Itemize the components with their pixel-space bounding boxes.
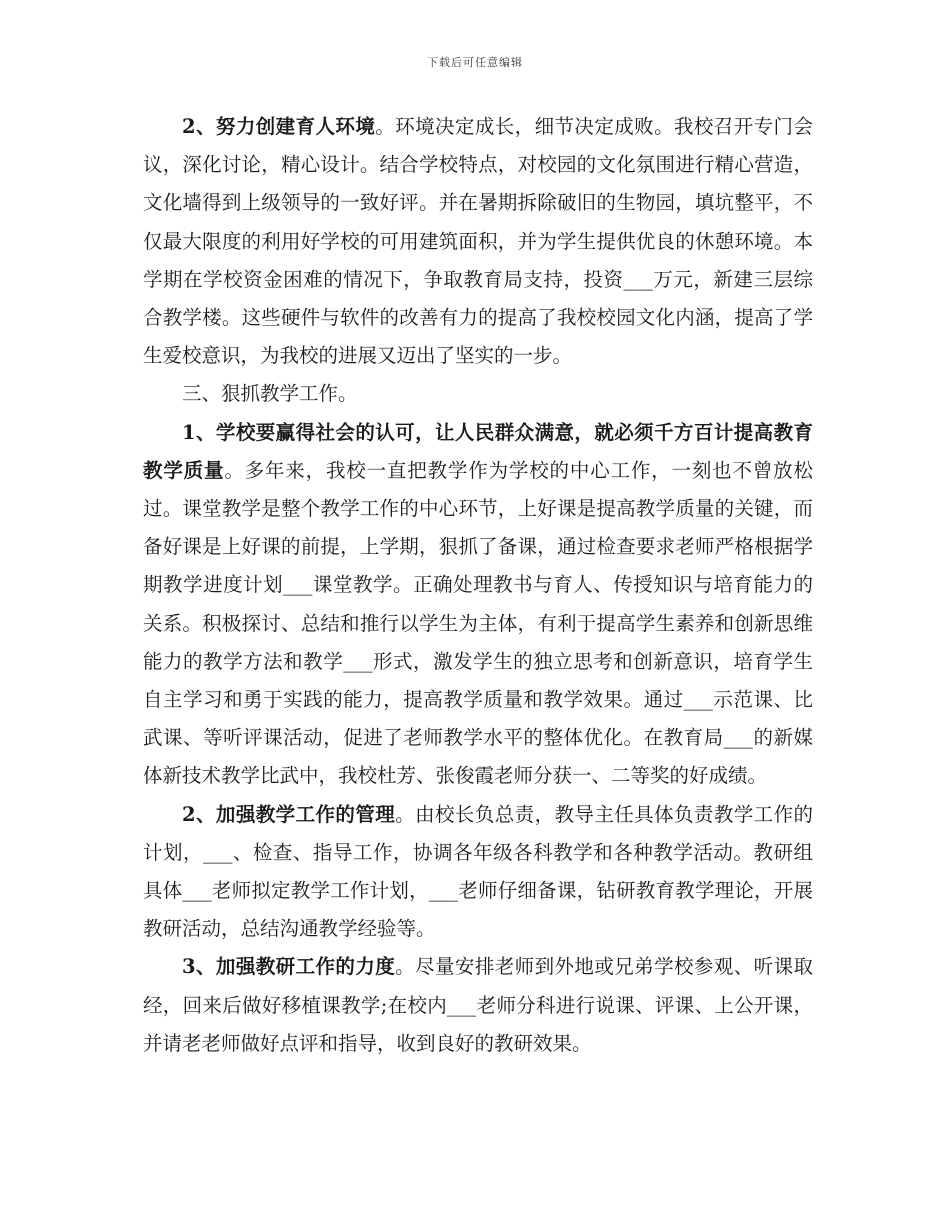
paragraph-environment bbox=[143, 108, 813, 375]
paragraph-text: 。环境决定成长，细节决定成败。我校召开专门会议，深化讨论，精心设计。结合学校特点，对校园的文化氛围进行精心营造，文化墙得到上级领导的一致好评。并在暑期拆除破旧的生物园，填坑整平，不仅最大限度的利用好学校的可用建筑面积，并为学生提供优良的休憩环境。本学期在学校资金困难的情况下，争取教育局支持，投资___万元，新建三层综合教学楼。这些硬件与软件的改善有力的提高了我校校园文化内涵，提高了学生爱校意识，为我校的进展又迈出了坚实的一步。 bbox=[143, 115, 813, 368]
paragraph-heading: 2、努力创建育人环境 bbox=[182, 115, 376, 138]
document-body bbox=[143, 108, 813, 1063]
paragraph-text: 三、狠抓教学工作。 bbox=[182, 382, 358, 406]
paragraph-heading: 1、学校要赢得社会的认可，让人民群众满意，就必须千方百计提高教育教学质量 bbox=[143, 420, 813, 482]
paragraph-teaching-management bbox=[143, 796, 813, 949]
paragraph-text: 。尽量安排老师到外地或兄弟学校参观、听课取经，回来后做好移植课教学;在校内___老师分科进行说课、评课、上公开课，并请老老师做好点评和指导，收到良好的教研效果。 bbox=[143, 955, 813, 1055]
paragraph-text: 。多年来，我校一直把教学作为学校的中心工作，一刻也不曾放松过。课堂教学是整个教学工作的中心环节，上好课是提高教学质量的关键，而备好课是上好课的前提，上学期，狠抓了备课，通过检查要求老师严格根据学期教学进度计划___课堂教学。正确处理教书与育人、传授知识与培育能力的关系。积极探讨、总结和推行以学生为主体，有利于提高学生素养和创新思维能力的教学方法和教学___形式，激发学生的独立思考和创新意识，培育学生自主学习和勇于实践的能力，提高教学质量和教学效果。通过___示范课、比武课、等听评课活动，促进了老师教学水平的整体优化。在教育局___的新媒体新技术教学比武中，我校杜芳、张俊霞老师分获一、二等奖的好成绩。 bbox=[143, 458, 813, 788]
paragraph-heading: 3、加强教研工作的力度 bbox=[182, 955, 396, 979]
paragraph-text: 。由校长负总责，教导主任具体负责教学工作的计划，___、检查、指导工作，协调各年级各科教学和各种教学活动。教研组具体___老师拟定教学工作计划，___老师仔细备课，钻研教育教学理论，开展教研活动，总结沟通教学经验等。 bbox=[143, 802, 813, 941]
page-header-note: 下载后可任意编辑 bbox=[427, 56, 523, 69]
paragraph-teaching-research bbox=[143, 948, 813, 1063]
paragraph-teaching-quality bbox=[143, 414, 813, 796]
paragraph-heading: 2、加强教学工作的管理 bbox=[182, 802, 396, 826]
section-heading-teaching bbox=[143, 375, 813, 413]
